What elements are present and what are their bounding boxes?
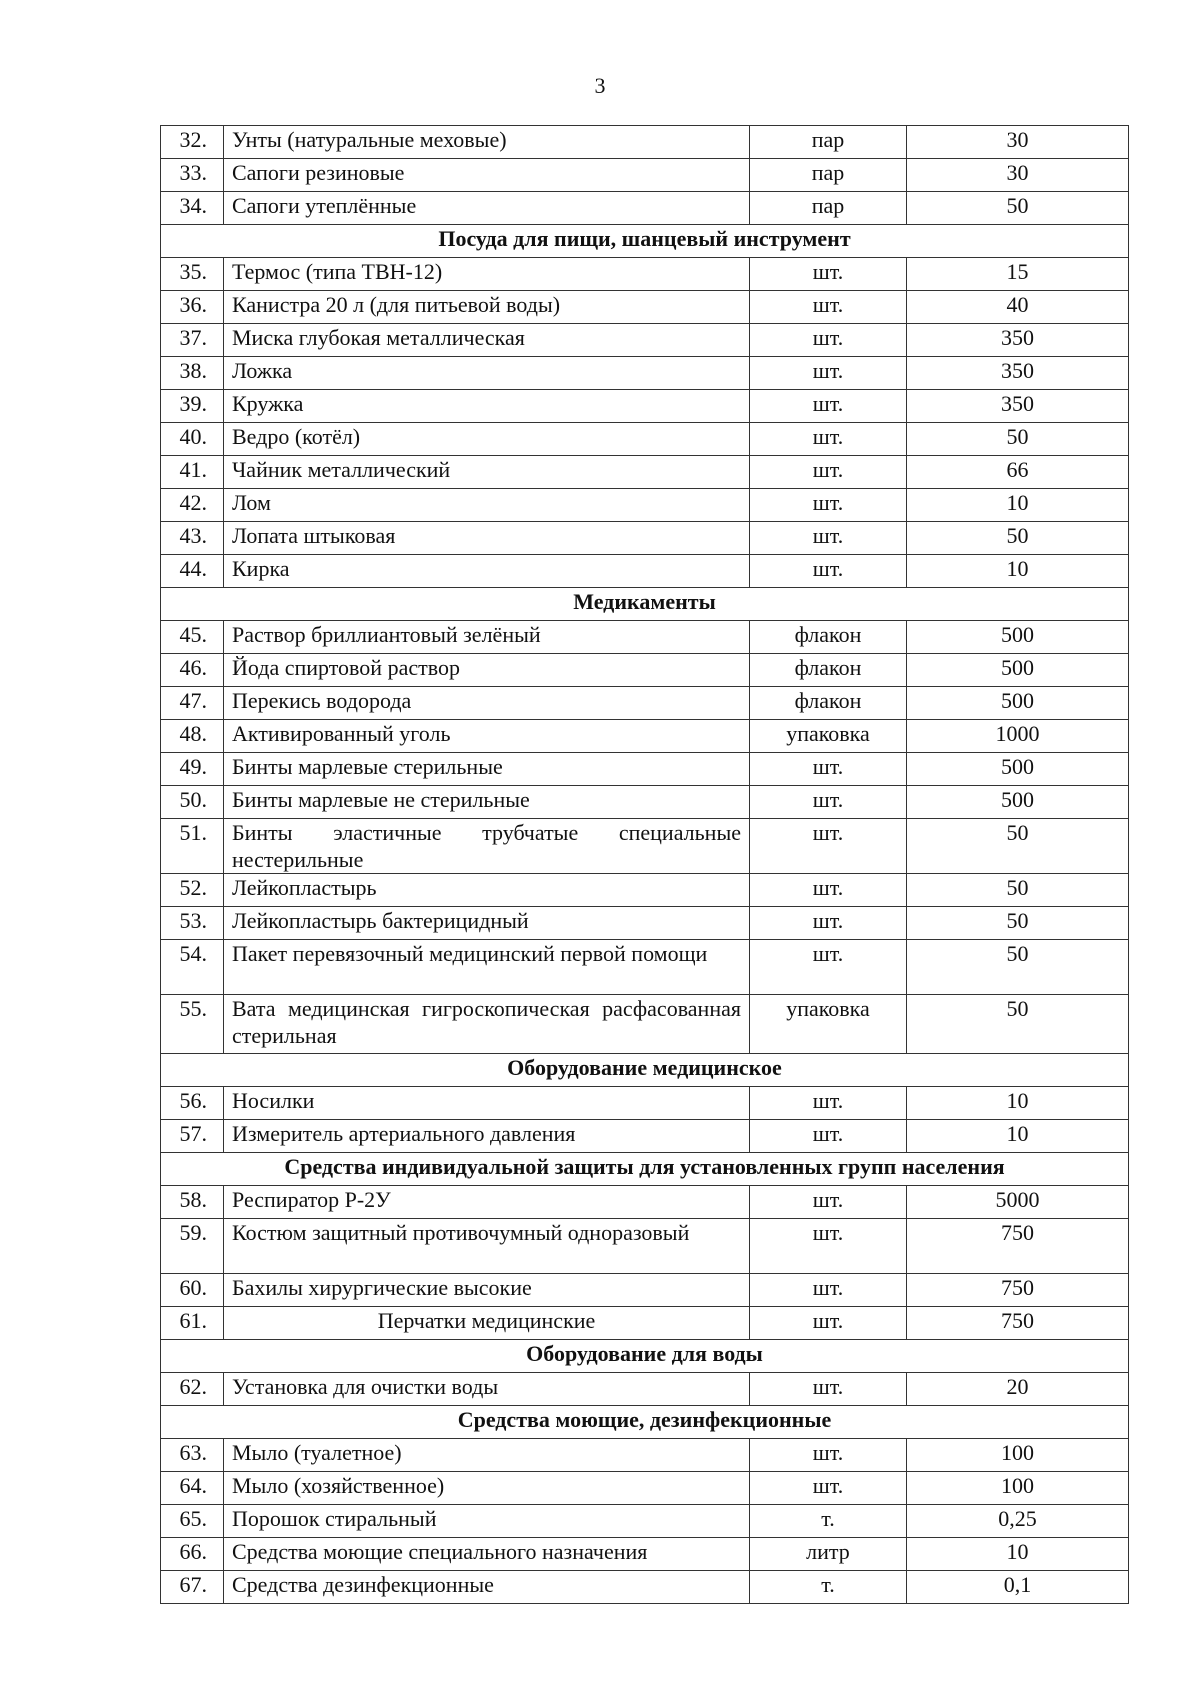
unit-cell: шт.	[750, 819, 907, 874]
quantity-cell: 1000	[907, 720, 1129, 753]
table-row	[161, 1120, 1129, 1153]
item-name-cell: Ложка	[224, 357, 750, 390]
item-name-cell: Миска глубокая металлическая	[224, 324, 750, 357]
item-name-cell: Средства дезинфекционные	[224, 1571, 750, 1604]
row-number-cell: 49.	[161, 753, 224, 786]
row-number-cell: 59.	[161, 1219, 224, 1274]
quantity-cell: 40	[907, 291, 1129, 324]
section-title: Средства моющие, дезинфекционные	[161, 1406, 1129, 1439]
quantity-cell: 500	[907, 687, 1129, 720]
row-number-cell: 56.	[161, 1087, 224, 1120]
item-name-cell: Бинты марлевые не стерильные	[224, 786, 750, 819]
unit-cell: шт.	[750, 357, 907, 390]
item-name-cell: Вата медицинская гигроскопическая расфасованная стерильная	[224, 995, 750, 1054]
row-number-cell: 37.	[161, 324, 224, 357]
unit-cell: шт.	[750, 1472, 907, 1505]
quantity-cell: 50	[907, 907, 1129, 940]
quantity-cell: 10	[907, 1120, 1129, 1153]
table-row	[161, 159, 1129, 192]
quantity-cell: 50	[907, 995, 1129, 1054]
row-number-cell: 38.	[161, 357, 224, 390]
table-row	[161, 720, 1129, 753]
item-name-cell: Чайник металлический	[224, 456, 750, 489]
item-name-cell: Кружка	[224, 390, 750, 423]
row-number-cell: 53.	[161, 907, 224, 940]
row-number-cell: 46.	[161, 654, 224, 687]
section-header-row	[161, 1153, 1129, 1186]
quantity-cell: 750	[907, 1307, 1129, 1340]
item-name-cell: Термос (типа ТВН-12)	[224, 258, 750, 291]
row-number-cell: 32.	[161, 126, 224, 159]
quantity-cell: 500	[907, 786, 1129, 819]
unit-cell: пар	[750, 159, 907, 192]
row-number-cell: 58.	[161, 1186, 224, 1219]
table-row	[161, 1219, 1129, 1274]
unit-cell: т.	[750, 1571, 907, 1604]
page-number: 3	[594, 73, 606, 98]
table-row	[161, 324, 1129, 357]
section-header-row	[161, 1406, 1129, 1439]
table-row	[161, 1538, 1129, 1571]
item-name-cell: Раствор бриллиантовый зелёный	[224, 621, 750, 654]
table-row	[161, 907, 1129, 940]
unit-cell: шт.	[750, 1087, 907, 1120]
section-title: Медикаменты	[161, 588, 1129, 621]
quantity-cell: 15	[907, 258, 1129, 291]
section-title: Оборудование для воды	[161, 1340, 1129, 1373]
unit-cell: шт.	[750, 1274, 907, 1307]
section-title: Средства индивидуальной защиты для установленных групп населения	[161, 1153, 1129, 1186]
item-name-cell: Лопата штыковая	[224, 522, 750, 555]
item-name-cell: Носилки	[224, 1087, 750, 1120]
unit-cell: упаковка	[750, 720, 907, 753]
unit-cell: шт.	[750, 258, 907, 291]
section-header-row	[161, 588, 1129, 621]
table-row	[161, 357, 1129, 390]
quantity-cell: 50	[907, 940, 1129, 995]
row-number-cell: 65.	[161, 1505, 224, 1538]
quantity-cell: 10	[907, 489, 1129, 522]
unit-cell: шт.	[750, 1186, 907, 1219]
row-number-cell: 42.	[161, 489, 224, 522]
table-row	[161, 258, 1129, 291]
item-name-cell: Перчатки медицинские	[224, 1307, 750, 1340]
item-name-cell: Порошок стиральный	[224, 1505, 750, 1538]
quantity-cell: 10	[907, 1087, 1129, 1120]
item-name-cell: Лейкопластырь бактерицидный	[224, 907, 750, 940]
unit-cell: т.	[750, 1505, 907, 1538]
item-name-cell: Мыло (туалетное)	[224, 1439, 750, 1472]
row-number-cell: 61.	[161, 1307, 224, 1340]
quantity-cell: 50	[907, 192, 1129, 225]
quantity-cell: 350	[907, 390, 1129, 423]
row-number-cell: 47.	[161, 687, 224, 720]
item-name-cell: Бинты марлевые стерильные	[224, 753, 750, 786]
unit-cell: флакон	[750, 687, 907, 720]
row-number-cell: 34.	[161, 192, 224, 225]
quantity-cell: 0,1	[907, 1571, 1129, 1604]
row-number-cell: 35.	[161, 258, 224, 291]
row-number-cell: 50.	[161, 786, 224, 819]
table-row	[161, 1087, 1129, 1120]
quantity-cell: 500	[907, 654, 1129, 687]
table-row	[161, 874, 1129, 907]
table-row	[161, 126, 1129, 159]
quantity-cell: 750	[907, 1219, 1129, 1274]
quantity-cell: 10	[907, 555, 1129, 588]
row-number-cell: 54.	[161, 940, 224, 995]
row-number-cell: 45.	[161, 621, 224, 654]
item-name-cell: Установка для очистки воды	[224, 1373, 750, 1406]
item-name-cell: Йода спиртовой раствор	[224, 654, 750, 687]
item-name-cell: Сапоги резиновые	[224, 159, 750, 192]
row-number-cell: 63.	[161, 1439, 224, 1472]
row-number-cell: 44.	[161, 555, 224, 588]
item-name-cell: Бахилы хирургические высокие	[224, 1274, 750, 1307]
unit-cell: шт.	[750, 1307, 907, 1340]
table-row	[161, 1373, 1129, 1406]
table-row	[161, 819, 1129, 874]
unit-cell: шт.	[750, 874, 907, 907]
row-number-cell: 64.	[161, 1472, 224, 1505]
row-number-cell: 66.	[161, 1538, 224, 1571]
table-row	[161, 1439, 1129, 1472]
unit-cell: шт.	[750, 1373, 907, 1406]
row-number-cell: 40.	[161, 423, 224, 456]
item-name-cell: Средства моющие специального назначения	[224, 1538, 750, 1571]
unit-cell: шт.	[750, 1120, 907, 1153]
quantity-cell: 350	[907, 324, 1129, 357]
unit-cell: шт.	[750, 907, 907, 940]
section-header-row	[161, 1054, 1129, 1087]
table-row	[161, 1505, 1129, 1538]
item-name-cell: Перекись водорода	[224, 687, 750, 720]
item-name-cell: Пакет перевязочный медицинский первой помощи	[224, 940, 750, 995]
quantity-cell: 500	[907, 753, 1129, 786]
quantity-cell: 50	[907, 819, 1129, 874]
table-row	[161, 940, 1129, 995]
unit-cell: шт.	[750, 390, 907, 423]
unit-cell: пар	[750, 192, 907, 225]
table-row	[161, 456, 1129, 489]
table-row	[161, 1472, 1129, 1505]
table-row	[161, 995, 1129, 1054]
item-name-cell: Ведро (котёл)	[224, 423, 750, 456]
unit-cell: флакон	[750, 621, 907, 654]
row-number-cell: 39.	[161, 390, 224, 423]
table-row	[161, 1186, 1129, 1219]
table-row	[161, 654, 1129, 687]
item-name-cell: Лом	[224, 489, 750, 522]
unit-cell: шт.	[750, 1219, 907, 1274]
quantity-cell: 50	[907, 522, 1129, 555]
table-row	[161, 786, 1129, 819]
row-number-cell: 67.	[161, 1571, 224, 1604]
quantity-cell: 5000	[907, 1186, 1129, 1219]
quantity-cell: 0,25	[907, 1505, 1129, 1538]
unit-cell: шт.	[750, 291, 907, 324]
section-header-row	[161, 225, 1129, 258]
item-name-cell: Костюм защитный противочумный одноразовый	[224, 1219, 750, 1274]
unit-cell: шт.	[750, 489, 907, 522]
quantity-cell: 50	[907, 874, 1129, 907]
table-row	[161, 1307, 1129, 1340]
unit-cell: шт.	[750, 1439, 907, 1472]
row-number-cell: 41.	[161, 456, 224, 489]
unit-cell: упаковка	[750, 995, 907, 1054]
section-title: Посуда для пищи, шанцевый инструмент	[161, 225, 1129, 258]
table-row	[161, 192, 1129, 225]
unit-cell: шт.	[750, 786, 907, 819]
row-number-cell: 55.	[161, 995, 224, 1054]
table-row	[161, 753, 1129, 786]
item-name-cell: Лейкопластырь	[224, 874, 750, 907]
table-row	[161, 621, 1129, 654]
quantity-cell: 10	[907, 1538, 1129, 1571]
unit-cell: шт.	[750, 753, 907, 786]
item-name-cell: Мыло (хозяйственное)	[224, 1472, 750, 1505]
unit-cell: шт.	[750, 423, 907, 456]
item-name-cell: Активированный уголь	[224, 720, 750, 753]
table-row	[161, 489, 1129, 522]
unit-cell: флакон	[750, 654, 907, 687]
quantity-cell: 30	[907, 159, 1129, 192]
unit-cell: литр	[750, 1538, 907, 1571]
quantity-cell: 500	[907, 621, 1129, 654]
quantity-cell: 100	[907, 1439, 1129, 1472]
table-row	[161, 1571, 1129, 1604]
unit-cell: шт.	[750, 555, 907, 588]
row-number-cell: 51.	[161, 819, 224, 874]
table-row	[161, 1274, 1129, 1307]
quantity-cell: 66	[907, 456, 1129, 489]
item-name-cell: Канистра 20 л (для питьевой воды)	[224, 291, 750, 324]
quantity-cell: 20	[907, 1373, 1129, 1406]
table-row	[161, 522, 1129, 555]
row-number-cell: 62.	[161, 1373, 224, 1406]
row-number-cell: 48.	[161, 720, 224, 753]
table-row	[161, 555, 1129, 588]
item-name-cell: Кирка	[224, 555, 750, 588]
item-name-cell: Измеритель артериального давления	[224, 1120, 750, 1153]
table-row	[161, 687, 1129, 720]
item-name-cell: Бинты эластичные трубчатые специальные нестерильные	[224, 819, 750, 874]
unit-cell: шт.	[750, 456, 907, 489]
table-row	[161, 291, 1129, 324]
row-number-cell: 43.	[161, 522, 224, 555]
supplies-table-body	[161, 126, 1129, 1604]
row-number-cell: 60.	[161, 1274, 224, 1307]
row-number-cell: 57.	[161, 1120, 224, 1153]
unit-cell: шт.	[750, 522, 907, 555]
quantity-cell: 750	[907, 1274, 1129, 1307]
quantity-cell: 30	[907, 126, 1129, 159]
unit-cell: пар	[750, 126, 907, 159]
unit-cell: шт.	[750, 940, 907, 995]
unit-cell: шт.	[750, 324, 907, 357]
item-name-cell: Респиратор Р-2У	[224, 1186, 750, 1219]
row-number-cell: 36.	[161, 291, 224, 324]
table-row	[161, 423, 1129, 456]
item-name-cell: Унты (натуральные меховые)	[224, 126, 750, 159]
section-title: Оборудование медицинское	[161, 1054, 1129, 1087]
row-number-cell: 33.	[161, 159, 224, 192]
quantity-cell: 50	[907, 423, 1129, 456]
supplies-table	[160, 125, 1129, 1604]
table-row	[161, 390, 1129, 423]
quantity-cell: 100	[907, 1472, 1129, 1505]
item-name-cell: Сапоги утеплённые	[224, 192, 750, 225]
row-number-cell: 52.	[161, 874, 224, 907]
quantity-cell: 350	[907, 357, 1129, 390]
section-header-row	[161, 1340, 1129, 1373]
